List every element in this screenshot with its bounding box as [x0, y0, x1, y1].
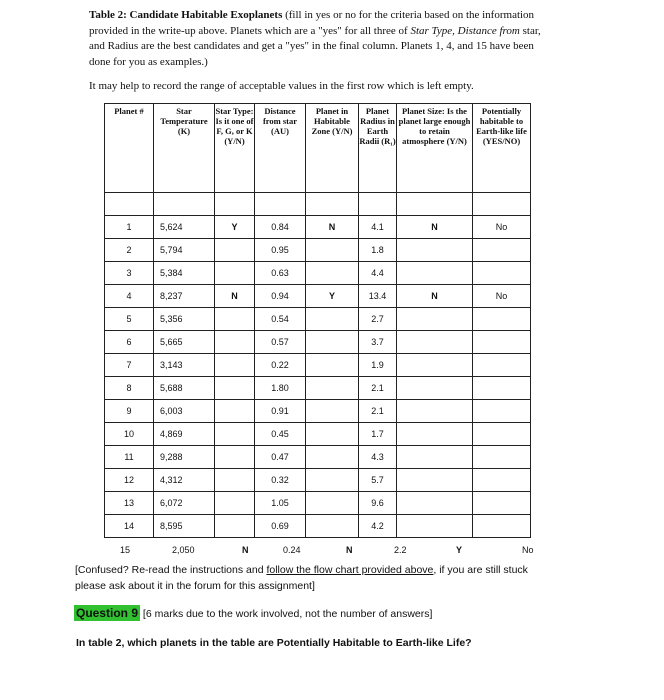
question-marks: [6 marks due to the work involved, not the number of answers]: [140, 608, 433, 620]
star-temperature: 9,288: [154, 446, 215, 469]
planet-number: 7: [105, 354, 154, 377]
distance: 0.24: [283, 545, 301, 555]
star-temperature: 5,384: [154, 262, 215, 285]
star-type-cell[interactable]: [215, 308, 255, 331]
planet-number: 15: [120, 545, 131, 555]
planet-number: 3: [105, 262, 154, 285]
table-row: [105, 239, 531, 262]
question-heading: [74, 606, 432, 620]
table-row: [105, 285, 531, 308]
table-row-15: [120, 545, 560, 559]
planet-size-cell[interactable]: [397, 400, 473, 423]
range-hint: It may help to record the range of acceptable values in the first row which is left empty.: [89, 80, 474, 92]
radius: 9.6: [359, 492, 397, 515]
radius: 1.8: [359, 239, 397, 262]
habitable-zone-cell[interactable]: [306, 308, 359, 331]
habitable-zone-cell[interactable]: [306, 239, 359, 262]
planet-number: 9: [105, 400, 154, 423]
habitable-zone-cell[interactable]: [306, 423, 359, 446]
planet-size-cell[interactable]: [397, 331, 473, 354]
habitable-cell[interactable]: No: [473, 285, 531, 308]
planet-number: 8: [105, 377, 154, 400]
radius: 3.7: [359, 331, 397, 354]
table-row: [105, 216, 531, 239]
planet-number: 11: [105, 446, 154, 469]
star-temperature: 5,688: [154, 377, 215, 400]
star-temperature: 5,794: [154, 239, 215, 262]
header-row: [105, 104, 531, 193]
habitable-zone-cell[interactable]: [306, 354, 359, 377]
radius: 5.7: [359, 469, 397, 492]
exoplanet-table: [104, 103, 531, 538]
header-distance: Distance from star (AU): [255, 104, 306, 193]
table-row: [105, 446, 531, 469]
caption-line2: provided in the write-up above. Planets which are a "yes" for all three of: [89, 24, 411, 37]
star-type-cell[interactable]: N: [242, 545, 249, 555]
star-type-cell[interactable]: N: [215, 285, 255, 308]
habitable-zone-cell[interactable]: [306, 331, 359, 354]
caption-line1: (fill in yes or no for the criteria based on the information: [282, 9, 535, 21]
planet-size-cell[interactable]: [397, 492, 473, 515]
planet-size-cell[interactable]: Y: [456, 545, 463, 555]
habitable-cell[interactable]: [473, 308, 531, 331]
distance: 0.47: [255, 446, 306, 469]
radius: 2.1: [359, 377, 397, 400]
table-row-empty: [105, 193, 531, 216]
help-note-before: [Confused? Re-read the instructions and: [75, 564, 267, 576]
radius: 2.1: [359, 400, 397, 423]
star-temperature: 5,356: [154, 308, 215, 331]
cell[interactable]: [255, 193, 306, 216]
table-row: [105, 492, 531, 515]
star-type-cell[interactable]: [215, 515, 255, 538]
cell[interactable]: [215, 193, 255, 216]
star-type-cell[interactable]: [215, 423, 255, 446]
planet-size-cell[interactable]: N: [397, 285, 473, 308]
question-label: Question 9: [76, 606, 139, 620]
header-planet: Planet #: [105, 104, 154, 193]
planet-size-cell[interactable]: [397, 446, 473, 469]
planet-size-cell[interactable]: [397, 308, 473, 331]
star-temperature: 4,869: [154, 423, 215, 446]
distance: 0.69: [255, 515, 306, 538]
planet-number: 12: [105, 469, 154, 492]
star-temperature: 6,072: [154, 492, 215, 515]
header-star-type: Star Type: Is it one of F, G, or K (Y/N): [215, 104, 255, 193]
distance: 0.32: [255, 469, 306, 492]
planet-size-cell[interactable]: [397, 239, 473, 262]
star-type-cell[interactable]: [215, 377, 255, 400]
planet-size-cell[interactable]: N: [397, 216, 473, 239]
radius: 1.7: [359, 423, 397, 446]
habitable-zone-cell[interactable]: [306, 469, 359, 492]
planet-number: 6: [105, 331, 154, 354]
star-temperature: 2,050: [172, 545, 195, 555]
star-temperature: 5,665: [154, 331, 215, 354]
distance: 0.57: [255, 331, 306, 354]
flow-chart-link[interactable]: follow the flow chart provided above: [266, 564, 434, 576]
star-type-cell[interactable]: [215, 239, 255, 262]
star-temperature: 4,312: [154, 469, 215, 492]
distance: 0.84: [255, 216, 306, 239]
radius: 2.7: [359, 308, 397, 331]
cell[interactable]: [359, 193, 397, 216]
habitable-cell[interactable]: [473, 400, 531, 423]
habitable-cell[interactable]: [473, 354, 531, 377]
habitable-cell[interactable]: [473, 469, 531, 492]
cell[interactable]: [105, 193, 154, 216]
star-type-cell[interactable]: [215, 400, 255, 423]
radius: 2.2: [394, 545, 407, 555]
planet-size-cell[interactable]: [397, 262, 473, 285]
radius: 4.4: [359, 262, 397, 285]
habitable-zone-cell[interactable]: [306, 492, 359, 515]
cell[interactable]: [154, 193, 215, 216]
header-planet-size: Planet Size: Is the planet large enough to retain atmosphere (Y/N): [397, 104, 473, 193]
table-row: [105, 400, 531, 423]
planet-number: 14: [105, 515, 154, 538]
star-type-cell[interactable]: [215, 469, 255, 492]
habitable-zone-cell[interactable]: [306, 446, 359, 469]
table-row: [105, 469, 531, 492]
planet-size-cell[interactable]: [397, 423, 473, 446]
habitable-cell[interactable]: [473, 262, 531, 285]
habitable-zone-cell[interactable]: Y: [306, 285, 359, 308]
habitable-cell[interactable]: [473, 377, 531, 400]
planet-size-cell[interactable]: [397, 377, 473, 400]
radius: 1.9: [359, 354, 397, 377]
star-temperature: 8,595: [154, 515, 215, 538]
habitable-cell[interactable]: No: [522, 545, 534, 555]
distance: 0.54: [255, 308, 306, 331]
radius: 4.3: [359, 446, 397, 469]
table-row: [105, 262, 531, 285]
planet-number: 10: [105, 423, 154, 446]
habitable-cell[interactable]: [473, 331, 531, 354]
habitable-cell[interactable]: [473, 492, 531, 515]
habitable-cell[interactable]: [473, 446, 531, 469]
table-caption: [89, 8, 589, 70]
star-temperature: 6,003: [154, 400, 215, 423]
planet-size-cell[interactable]: [397, 354, 473, 377]
radius: 13.4: [359, 285, 397, 308]
distance: 1.05: [255, 492, 306, 515]
star-temperature: 3,143: [154, 354, 215, 377]
star-temperature: 8,237: [154, 285, 215, 308]
habitable-zone-cell[interactable]: N: [306, 216, 359, 239]
star-type-cell[interactable]: Y: [215, 216, 255, 239]
distance: 0.45: [255, 423, 306, 446]
cell[interactable]: [397, 193, 473, 216]
habitable-zone-cell[interactable]: [306, 262, 359, 285]
distance: 1.80: [255, 377, 306, 400]
planet-number: 1: [105, 216, 154, 239]
cell[interactable]: [473, 193, 531, 216]
star-type-cell[interactable]: [215, 262, 255, 285]
distance: 0.63: [255, 262, 306, 285]
distance: 0.94: [255, 285, 306, 308]
planet-size-cell[interactable]: [397, 469, 473, 492]
distance: 0.95: [255, 239, 306, 262]
table-row: [105, 308, 531, 331]
star-type-cell[interactable]: [215, 331, 255, 354]
table-row: [105, 515, 531, 538]
caption-line2-italic: Star Type, Distance from: [410, 24, 520, 37]
habitable-cell[interactable]: [473, 239, 531, 262]
caption-line3: and Radius are the best candidates and get a "yes" in the final column. Planets 1, 4, and 15 have been: [89, 40, 534, 52]
habitable-zone-cell[interactable]: [306, 400, 359, 423]
distance: 0.91: [255, 400, 306, 423]
radius: 4.2: [359, 515, 397, 538]
planet-number: 13: [105, 492, 154, 515]
table-row: [105, 423, 531, 446]
header-habitable-zone: Planet in Habitable Zone (Y/N): [306, 104, 359, 193]
table-row: [105, 331, 531, 354]
caption-line4: done for you as examples.): [89, 55, 208, 68]
star-type-cell[interactable]: [215, 354, 255, 377]
habitable-zone-cell[interactable]: N: [346, 545, 353, 555]
help-note: [75, 562, 595, 594]
planet-number: 2: [105, 239, 154, 262]
planet-number: 5: [105, 308, 154, 331]
star-temperature: 5,624: [154, 216, 215, 239]
caption-title: Table 2: Candidate Habitable Exoplanets: [89, 9, 283, 21]
habitable-cell[interactable]: No: [473, 216, 531, 239]
habitable-zone-cell[interactable]: [306, 515, 359, 538]
question-prompt: In table 2, which planets in the table are Potentially Habitable to Earth-like Life?: [76, 637, 472, 649]
table-row: [105, 377, 531, 400]
header-temperature: Star Temperature (K): [154, 104, 215, 193]
help-note-line2: please ask about it in the forum for this assignment]: [75, 580, 315, 592]
planet-number: 4: [105, 285, 154, 308]
habitable-zone-cell[interactable]: [306, 377, 359, 400]
header-radius: Planet Radius in Earth Radii (R₁): [359, 104, 397, 193]
header-habitable: Potentially habitable to Earth-like life (YES/NO): [473, 104, 531, 193]
radius: 4.1: [359, 216, 397, 239]
table-row: [105, 354, 531, 377]
habitable-cell[interactable]: [473, 423, 531, 446]
distance: 0.22: [255, 354, 306, 377]
caption-line2-end: star,: [519, 24, 541, 37]
planet-size-cell[interactable]: [397, 515, 473, 538]
cell[interactable]: [306, 193, 359, 216]
help-note-after: , if you are still stuck: [433, 564, 528, 576]
star-type-cell[interactable]: [215, 492, 255, 515]
habitable-cell[interactable]: [473, 515, 531, 538]
star-type-cell[interactable]: [215, 446, 255, 469]
